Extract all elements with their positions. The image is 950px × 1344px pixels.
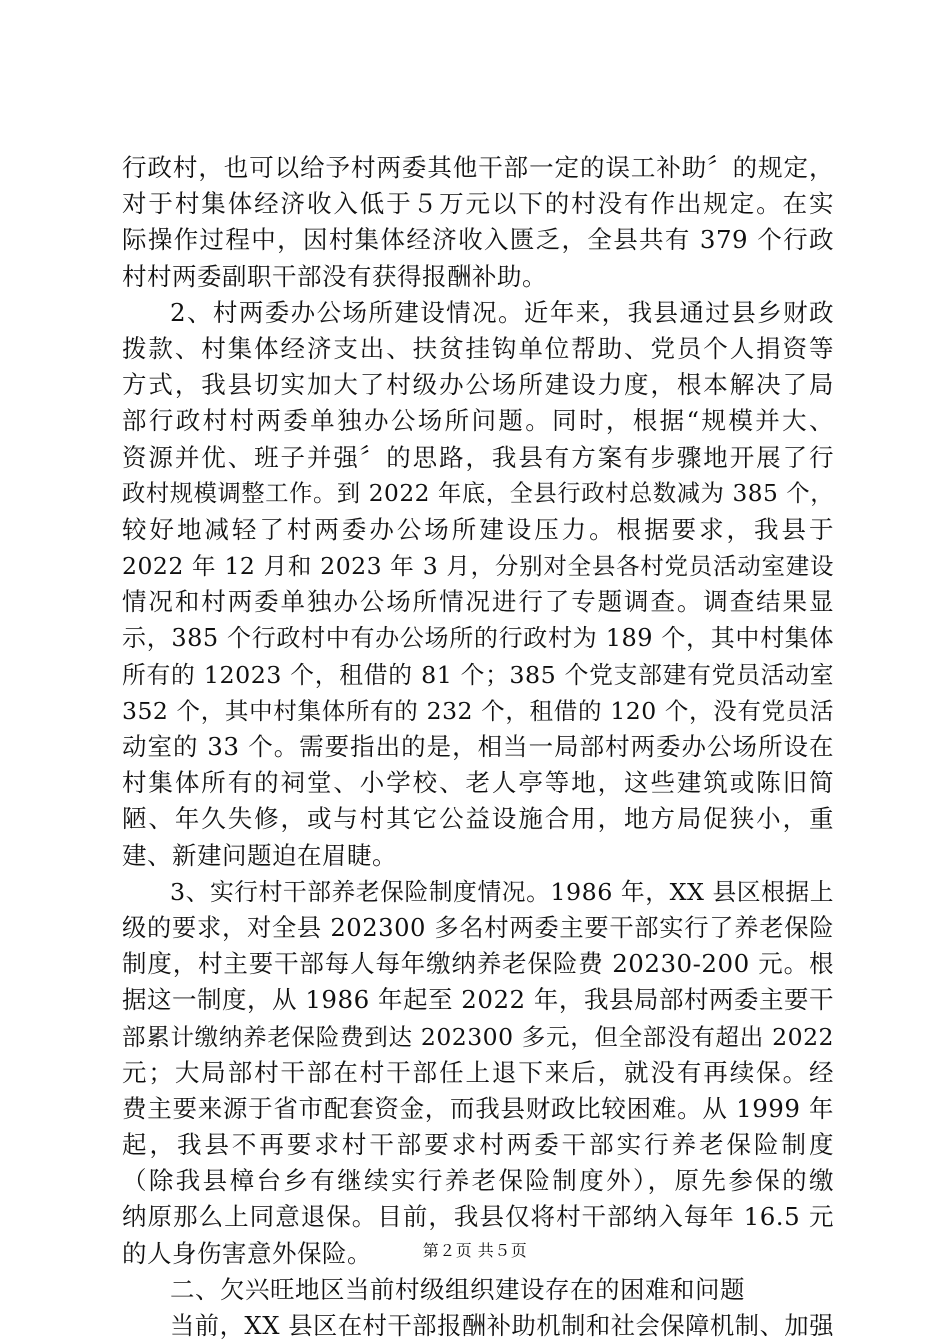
text-line: 陋、年久失修，或与村其它公益设施合用，地方局促狭小，重 — [122, 804, 834, 834]
text-line: 政村规模调整工作。到 2022 年底，全县行政村总数减为 385 个， — [122, 479, 834, 507]
text-line: 资源并优、班子并强〞的思路，我县有方案有步骤地开展了行 — [122, 442, 834, 472]
text-line: 情况和村两委单独办公场所情况进行了专题调查。调查结果显 — [122, 587, 834, 617]
text-line: 所有的 12023 个，租借的 81 个；385 个党支部建有党员活动室 — [122, 660, 834, 689]
text-line: 示，385 个行政村中有办公场所的行政村为 189 个，其中村集体 — [122, 624, 834, 653]
text-line: 动室的 33 个。需要指出的是，相当一局部村两委办公场所设在 — [122, 732, 834, 761]
text-line: 费主要来源于省市配套资金，而我县财政比较困难。从 1999 年 — [122, 1093, 834, 1123]
text-line: 对于村集体经济收入低于５万元以下的村没有作出规定。在实 — [122, 189, 834, 219]
text-line: 部累计缴纳养老保险费到达 202300 多元，但全部没有超出 2022 — [122, 1022, 834, 1051]
paragraph-start-line: 当前，XX 县区在村干部报酬补助机制和社会保障机制、加强 — [170, 1311, 834, 1340]
paragraph-start-line: 2、村两委办公场所建设情况。近年来，我县通过县乡财政 — [170, 297, 834, 327]
text-line: 据这一制度，从 1986 年起至 2022 年，我县局部村两委主要干 — [122, 985, 834, 1015]
text-line: 级的要求，对全县 202300 多名村两委主要干部实行了养老保险 — [122, 912, 834, 942]
page-footer: 第２页 共５页 — [422, 1241, 528, 1260]
text-line: 际操作过程中，因村集体经济收入匮乏，全县共有 379 个行政 — [122, 225, 834, 255]
text-line: 制度，村主要干部每人每年缴纳养老保险费 20230-200 元。根 — [122, 949, 834, 979]
text-line: 纳原那么上同意退保。目前，我县仅将村干部纳入每年 16.5 元 — [122, 1202, 834, 1232]
document-body — [122, 150, 834, 1344]
text-line: 拨款、村集体经济支出、扶贫挂钩单位帮助、党员个人捐资等 — [122, 333, 834, 363]
text-line: 行政村，也可以给予村两委其他干部一定的误工补助〞的规定， — [122, 153, 834, 182]
text-line: 村集体所有的祠堂、小学校、老人亭等地，这些建筑或陈旧简 — [122, 768, 834, 798]
text-line: 元；大局部村干部在村干部任上退下来后，就没有再续保。经 — [122, 1057, 834, 1087]
text-line: 建、新建问题迫在眉睫。 — [122, 840, 397, 870]
text-line: 2022 年 12 月和 2023 年 3 月，分别对全县各村党员活动室建设 — [122, 552, 834, 581]
text-line: 村村两委副职干部没有获得报酬补助。 — [122, 261, 547, 291]
text-line: 的人身伤害意外保险。 — [122, 1238, 372, 1268]
section-heading: 二、欠兴旺地区当前村级组织建设存在的困难和问题 — [170, 1274, 745, 1304]
text-line: 352 个，其中村集体所有的 232 个，租借的 120 个，没有党员活 — [122, 696, 834, 725]
paragraph-start-line: 3、实行村干部养老保险制度情况。1986 年，XX 县区根据上 — [170, 877, 834, 906]
text-line: 起，我县不再要求村干部要求村两委干部实行养老保险制度 — [122, 1130, 834, 1160]
text-line: （除我县樟台乡有继续实行养老保险制度外），原先参保的缴 — [122, 1166, 834, 1196]
text-line: 方式，我县切实加大了村级办公场所建设力度，根本解决了局 — [122, 370, 834, 400]
text-line: 较好地减轻了村两委办公场所建设压力。根据要求，我县于 — [122, 514, 834, 544]
text-line: 部行政村村两委单独办公场所问题。同时，根据“规模并大、 — [122, 406, 834, 436]
